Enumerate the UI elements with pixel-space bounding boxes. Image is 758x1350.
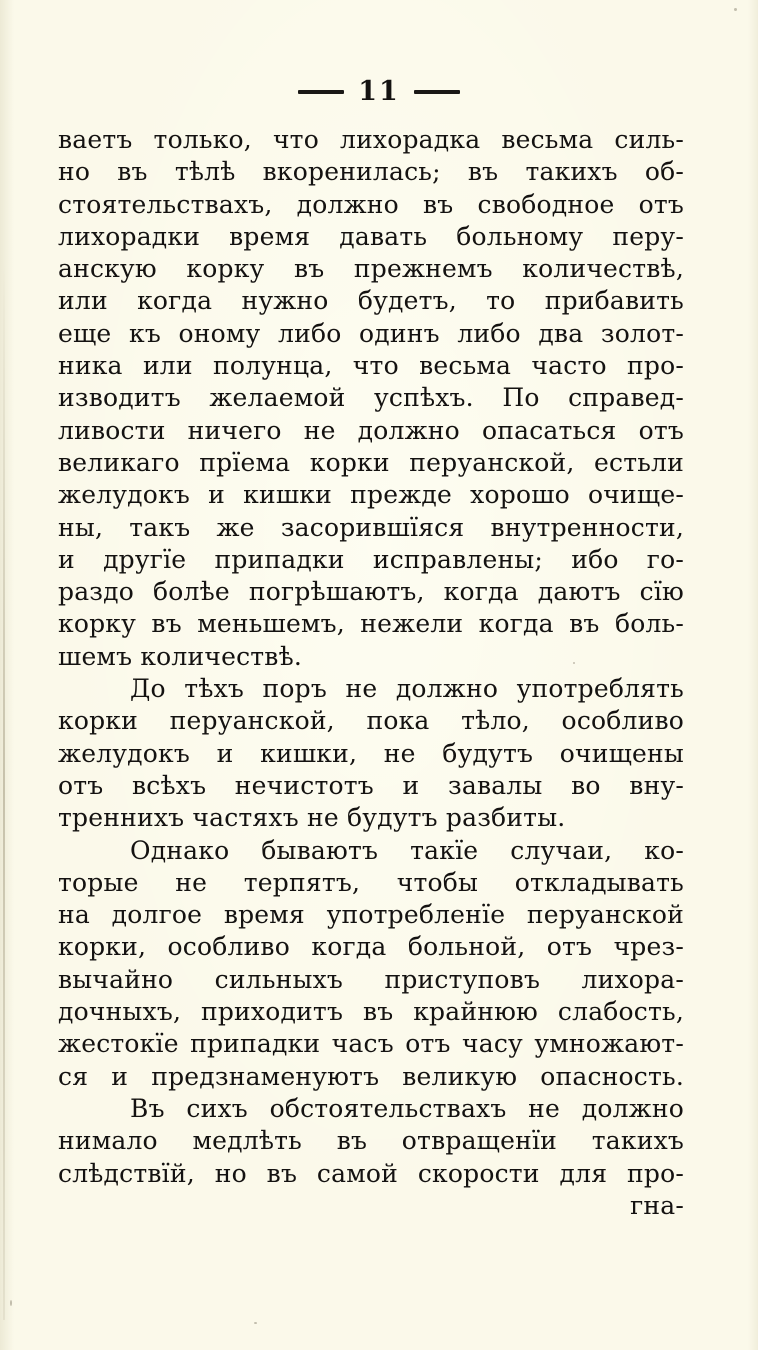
text-line: желудокъ и кишки прежде хорошо очище- [58,480,684,510]
text-line: лихорадки время давать больному перу- [58,221,684,251]
text-line: анскую корку въ прежнемъ количествѣ, [58,254,684,284]
text-line: изводитъ желаемой успѣхъ. По справед- [58,383,684,413]
text-line: корки перуанской, пока тѣло, особливо [58,706,684,736]
text-line: но въ тѣлѣ вкоренилась; въ такихъ об- [58,157,684,187]
paragraph-first-line: Однако бываютъ такїе случаи, ко- [130,835,684,865]
text-line: корку въ меньшемъ, нежели когда въ боль- [58,609,684,639]
page-header [0,72,758,112]
text-line: раздо болѣе погрѣшаютъ, когда даютъ сїю [58,577,684,607]
text-line: ся и предзнаменуютъ великую опасность. [58,1061,684,1091]
page-number: 11 [358,76,400,107]
paragraph-end-line: шемъ количествѣ. [58,641,303,671]
text-line: слѣдствїй, но въ самой скорости для про- [58,1158,684,1188]
body-text [58,124,684,1222]
text-line: торые не терпятъ, чтобы откладывать [58,867,684,897]
text-line: ливости ничего не должно опасаться отъ [58,415,684,445]
paper-speck [573,662,575,664]
paper-speck [734,8,737,11]
text-line: ны, такъ же засорившїяся внутренности, [58,512,684,542]
page-edge-shadow [3,260,5,1320]
text-line: отъ всѣхъ нечистотъ и завалы во вну- [58,770,684,800]
text-line: ваетъ только, что лихорадка весьма силь- [58,125,684,154]
text-line: дочныхъ, приходитъ въ крайнюю слабость, [58,997,684,1027]
text-line: нимало медлѣть въ отвращенїи такихъ [58,1126,684,1156]
text-line: великаго прїема корки перуанской, естьли [58,447,684,477]
text-line: вычайно сильныхъ приступовъ лихора- [58,964,684,994]
text-line: или когда нужно будетъ, то прибавить [58,286,684,316]
text-line: еще къ оному либо одинъ либо два золот- [58,318,684,348]
paragraph-end-line: треннихъ частяхъ не будутъ разбиты. [58,803,566,833]
paper-speck [10,1300,12,1306]
text-line: на долгое время употребленїе перуанской [58,900,684,930]
text-line: и другїе припадки исправлены; ибо го- [58,544,684,574]
text-line: стоятельствахъ, должно въ свободное отъ [58,189,684,219]
catchword: гна- [630,1190,684,1220]
text-line: корки, особливо когда больной, отъ чрез- [58,932,684,962]
header-rule-right [414,90,460,94]
text-line: желудокъ и кишки, не будутъ очищены [58,738,684,768]
paragraph-first-line: Въ сихъ обстоятельствахъ не должно [130,1093,684,1123]
text-line: жестокїе припадки часъ отъ часу умножают- [58,1029,684,1059]
paper-speck [254,1322,257,1324]
paragraph-first-line: До тѣхъ поръ не должно употреблять [130,674,684,704]
text-line: ника или полунца, что весьма часто про- [58,351,684,381]
header-rule-left [298,90,344,94]
